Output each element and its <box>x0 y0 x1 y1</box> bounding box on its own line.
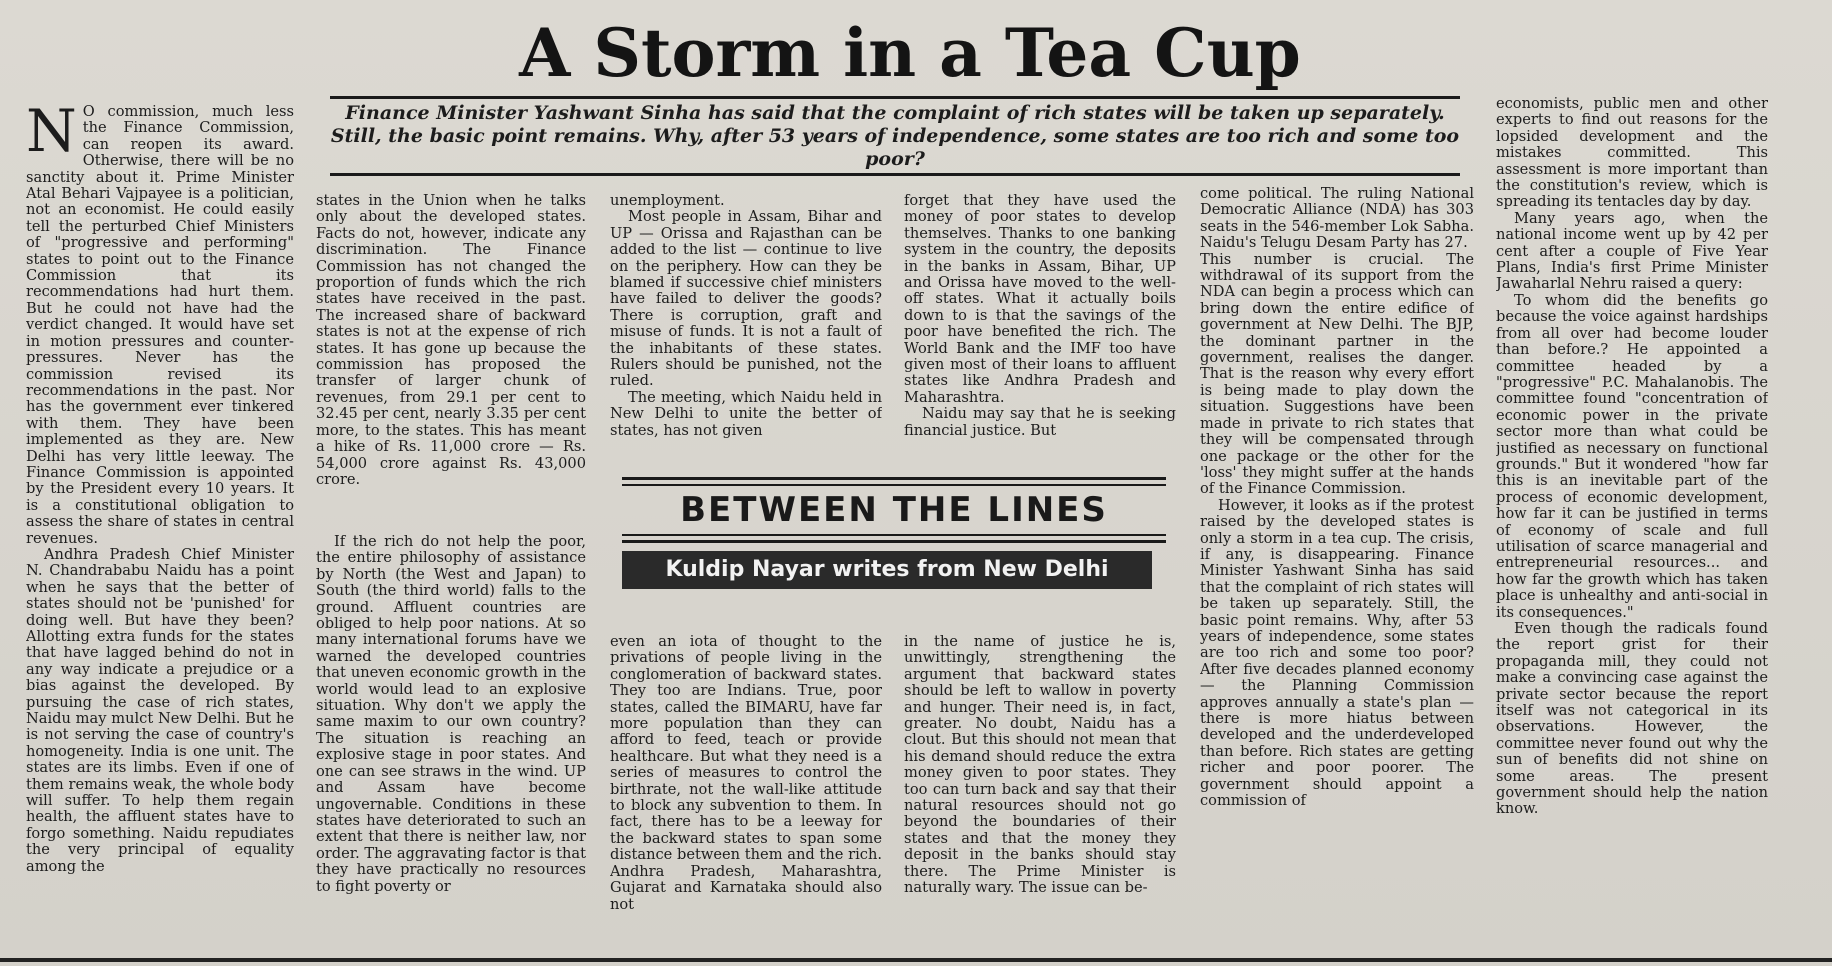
paragraph: The meeting, which Naidu held in New Delhi to unite the better of states, has not given <box>610 388 882 439</box>
headline: A Storm in a Tea Cup <box>519 14 1301 92</box>
column-4-top <box>904 193 1176 465</box>
box-rule <box>622 477 1166 480</box>
paragraph: even an iota of thought to the privations of people living in the conglomeration of backward states. They too are Indians. True, poor states, called the BIMARU, have far more population than they can afford to feed, teach or provide healthcare. But what they need is a series of measures to control the birthrate, not the wall-like attitude to block any subvention to them. In fact, there has to be a leeway for the backward states to span some distance between them and the rich. Andhra Pradesh, Maharashtra, Gujarat and Karnataka should also not <box>610 634 882 913</box>
column-2-top <box>316 193 586 523</box>
paragraph: If the rich do not help the poor, the entire philosophy of assistance by North (the West and Japan) to South (the third world) falls to the ground. Affluent countries are obliged to help poor nations. At so many international forums have we warned the developed countries that uneven economic growth in the world would lead to an explosive situation. Why don't we apply the same maxim to our own country? The situation is reaching an explosive stage in poor states. And one can see straws in the wind. UP and Assam have become ungovernable. Conditions in these states have deteriorated to such an extent that there is neither law, nor order. The aggravating factor is that they have practically no resources to fight poverty or <box>316 534 586 895</box>
paragraph: O commission, much less the Finance Commission, can reopen its award. Otherwise, there will be no sanctity about it. Prime Minister Atal Behari Vajpayee is a politician, not an economist. He could easily tell the perturbed Chief Ministers of "progressive and performing" states to point out to the Finance Commission that its recommendations had hurt them. But he could not have had the verdict changed. It would have set in motion pressures and counter-pressures. Never has the commission revised its recommendations in the past. Nor has the government ever tinkered with them. They have been implemented as they are. New Delhi has very little leeway. The Finance Commission is appointed by the President every 10 years. It is a constitutional obligation to assess the share of states in central revenues. <box>26 104 294 547</box>
paragraph: come political. The ruling National Democratic Alliance (NDA) has 303 seats in the 546-member Lok Sabha. Naidu's Telugu Desam Party has 27. <box>1200 186 1474 252</box>
paragraph: Naidu may say that he is seeking financial justice. But <box>904 405 1176 439</box>
byline: Kuldip Nayar writes from New Delhi <box>622 551 1152 589</box>
column-title: BETWEEN THE LINES <box>680 490 1108 530</box>
paragraph: unemployment. <box>610 193 725 209</box>
box-rule <box>622 534 1166 536</box>
column-title-box <box>622 477 1166 617</box>
column-3-bottom <box>610 634 882 956</box>
bottom-rule <box>0 958 1832 962</box>
paragraph: However, it looks as if the protest raised by the developed states is only a storm in a tea cup. The crisis, if any, is disappearing. Finance Minister Yashwant Sinha has said that the complaint of rich states will be taken up separately. Still, the basic point remains. Why, after 53 years of independence, some states are too rich and some too poor? After five decades planned economy — the Planning Commission approves annually a state's plan — there is more hiatus between developed and the underdeveloped than before. Rich states are getting richer and poor poorer. The government should appoint a commission of <box>1200 496 1474 810</box>
paragraph: economists, public men and other experts to find out reasons for the lopsided development and the mistakes committed. This assessment is more important than the constitution's review, which is spreading its tentacles day by day. <box>1496 96 1768 211</box>
box-rule <box>622 540 1166 543</box>
column-1 <box>26 104 294 958</box>
paragraph: Andhra Pradesh Chief Minister N. Chandrababu Naidu has a point when he says that the better of states should not be 'punished' for doing well. But have they been? Allotting extra funds for the states that have lagged behind do not in any way indicate a prejudice or a bias against the developed. By pursuing the case of rich states, Naidu may mulct New Delhi. But he is not serving the case of country's homogeneity. India is one unit. The states are its limbs. Even if one of them remains weak, the whole body will suffer. To help them regain health, the affluent states have to forgo something. Naidu repudiates the very principal of equality among the <box>26 545 294 875</box>
paragraph: Most people in Assam, Bihar and UP — Orissa and Rajasthan can be added to the list — continue to live on the periphery. How can they be blamed if successive chief ministers have failed to deliver the goods? There is corruption, graft and misuse of funds. It is not a fault of the inhabitants of these states. Rulers should be punished, not the ruled. <box>610 208 882 390</box>
box-rule <box>622 484 1166 486</box>
paragraph: states in the Union when he talks only about the developed states. Facts do not, however, indicate any discrimination. The Finance Commission has not changed the proportion of funds which the rich states have received in the past. The increased share of backward states is not at the expense of rich states. It has gone up because the commission has proposed the transfer of larger chunk of revenues, from 29.1 per cent to 32.45 per cent, nearly 3.35 per cent more, to the states. This has meant a hike of Rs. 11,000 crore — Rs. 54,000 crore against Rs. 43,000 crore. <box>316 193 586 488</box>
deck-subheadline: Finance Minister Yashwant Sinha has said that the complaint of rich states will be taken up separately. Still, the basic point remains. Why, after 53 years of independence, some states are too rich and some too poor? <box>330 96 1460 176</box>
paragraph: forget that they have used the money of poor states to develop themselves. Thanks to one banking system in the country, the deposits in the banks in Assam, Bihar, UP and Orissa have moved to the well-off states. What it actually boils down to is that the savings of the poor have benefited the rich. The World Bank and the IMF too have given most of their loans to affluent states like Andhra Pradesh and Maharashtra. <box>904 193 1176 406</box>
drop-cap: N <box>26 104 77 165</box>
paragraph: This number is crucial. The withdrawal of its support from the NDA can begin a process which can bring down the entire edifice of government at New Delhi. The BJP, the dominant partner in the government, realises the danger. That is the reason why every effort is being made to play down the situation. Suggestions have been made in private to rich states that they will be compensated through one package or the other for the 'loss' they might suffer at the hands of the Finance Commission. <box>1200 250 1474 498</box>
paragraph: Even though the radicals found the report grist for their propaganda mill, they could not make a convincing case against the private sector because the report itself was not categorical in its observations. However, the committee never found out why the sun of benefits did not shine on some areas. The present government should help the nation know. <box>1496 620 1768 818</box>
paragraph: Many years ago, when the national income went up by 42 per cent after a couple of Five Year Plans, India's first Prime Minister Jawaharlal Nehru raised a query: <box>1496 209 1768 293</box>
column-6 <box>1496 96 1768 956</box>
paragraph: To whom did the benefits go because the voice against hardships from all over had become louder than before.? He appointed a committee headed by a "progressive" P.C. Mahalanobis. The committee found "concentration of economic power in the private sector more than what could be justified as necessary on functional grounds." But it wondered "how far this is an inevitable part of the process of economic development, how far it can be justified in terms of economy of scale and full utilisation of scarce managerial and entrepreneurial resources... and how far the growth which has taken place is unhealthy and anti-social in its consequences." <box>1496 291 1768 621</box>
column-2-bottom <box>316 534 586 956</box>
column-5 <box>1200 186 1474 956</box>
column-4-bottom <box>904 634 1176 956</box>
paragraph: in the name of justice he is, unwittingly, strengthening the argument that backward states should be left to wallow in poverty and hunger. Their need is, in fact, greater. No doubt, Naidu has a clout. But this should not mean that his demand should reduce the extra money given to poor states. They too can turn back and say that their natural resources should not go beyond the boundaries of their states and that the money they deposit in the banks should stay there. The Prime Minister is naturally wary. The issue can be- <box>904 634 1176 897</box>
column-3-top <box>610 193 882 465</box>
